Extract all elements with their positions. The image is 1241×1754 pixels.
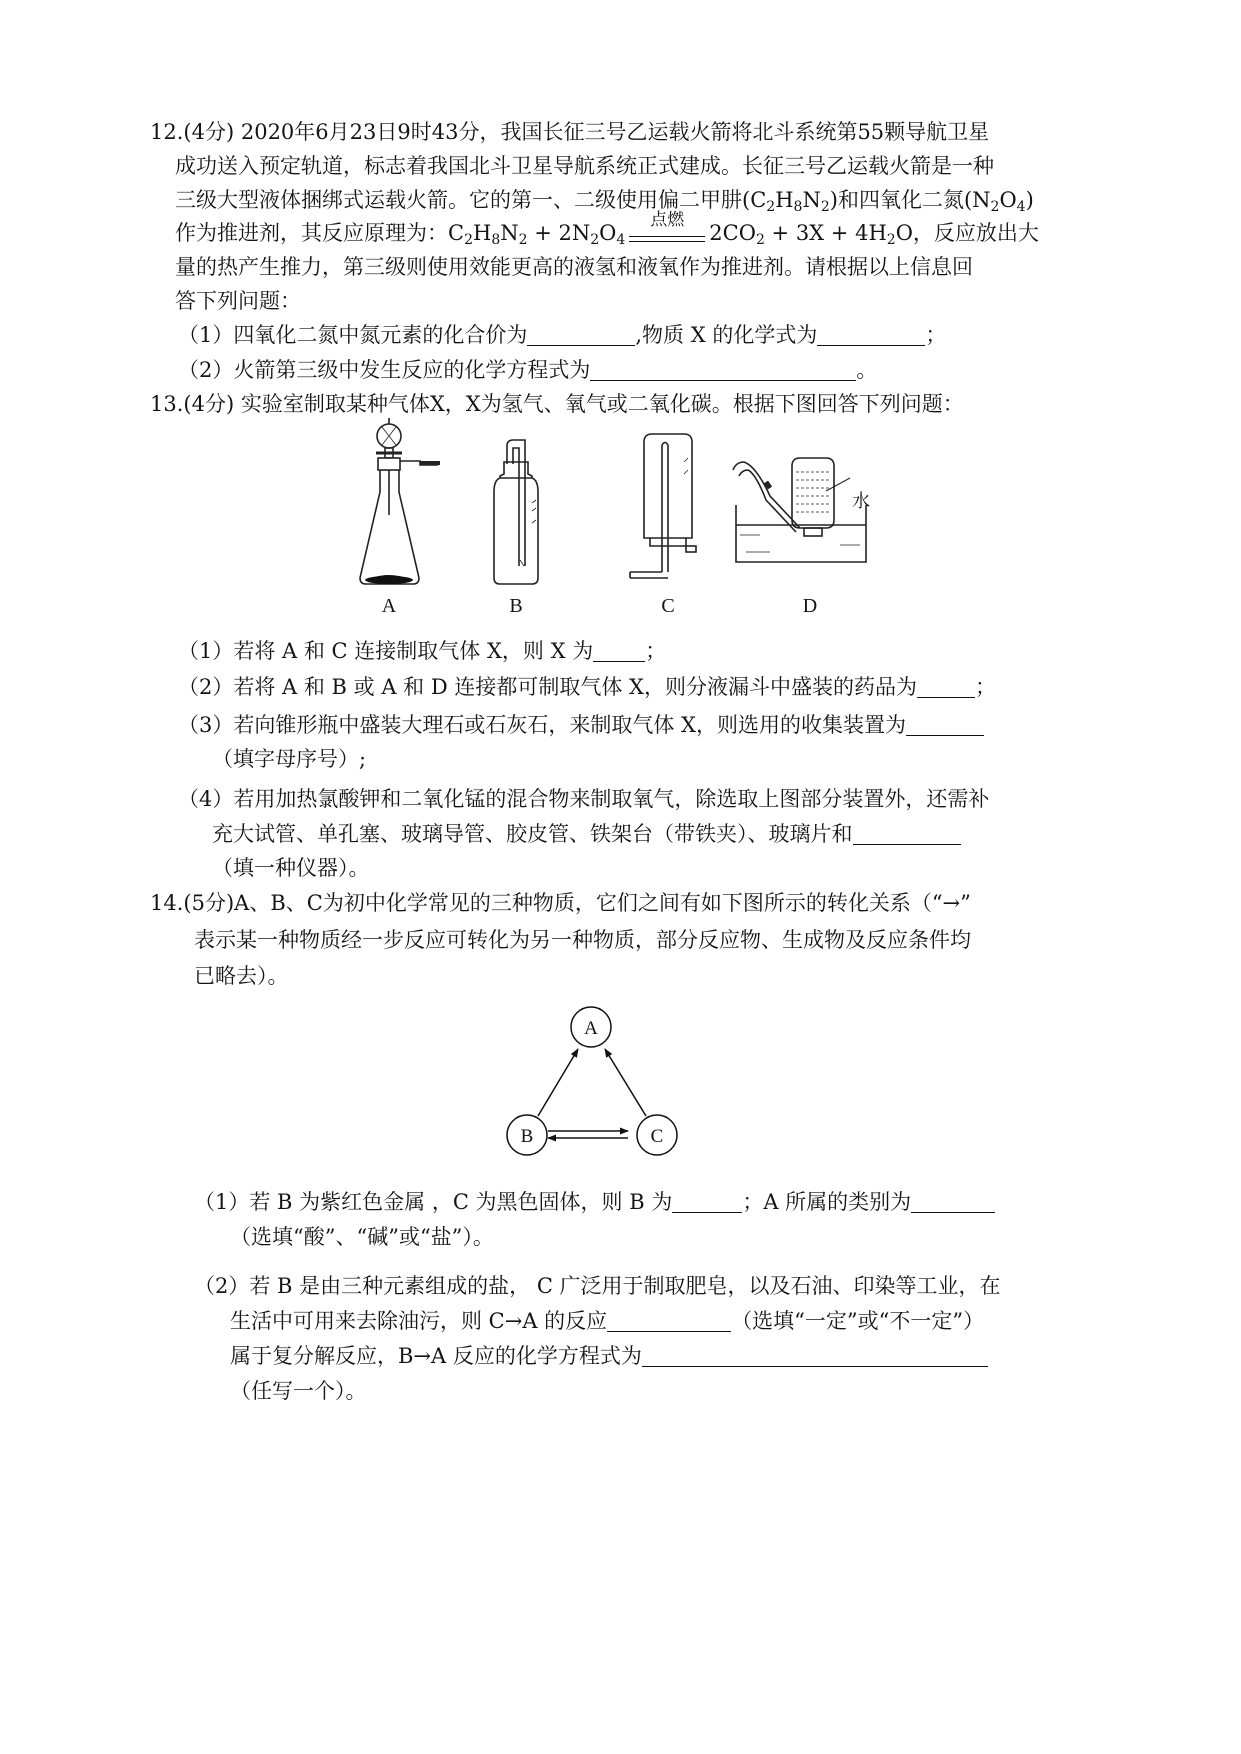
water-label: 水 bbox=[852, 491, 870, 511]
q14-line-1: 14.(5分)A、B、C为初中化学常见的三种物质，它们之间有如下图所示的转化关系（“→” bbox=[150, 891, 971, 915]
q13-sub-4-line-2: 充大试管、单孔塞、玻璃导管、胶皮管、铁架台（带铁夹）、玻璃片和 bbox=[212, 819, 961, 849]
q14-score: (5分) bbox=[183, 891, 235, 915]
q12-line-3: 三级大型液体捆绑式运载火箭。它的第一、二级使用偏二甲肼$(C_2H_8N_2)$和四氧化二氮$(N_2O_4)$ bbox=[175, 188, 1034, 215]
q14-line-2: 表示某一种物质经一步反应可转化为另一种物质，部分反应物、生成物及反应条件均 bbox=[194, 928, 971, 952]
q13-sub-2: （2）若将 A 和 B 或 A 和 D 连接都可制取气体 X，则分液漏斗中盛装的药品为 ； bbox=[178, 675, 996, 699]
node-c-label: C bbox=[650, 1126, 664, 1147]
node-b-label: B bbox=[520, 1126, 534, 1147]
q12-line-4: 作为推进剂，其反应原理为：$C_2H_8N_2 + 2N_2O_4$ 点燃 $2CO_2 + 3X + 4H_2O$，反应放出大 bbox=[175, 209, 1039, 248]
q12-sub-1: （1）四氧化二氮中氮元素的化合价为 ,物质 X 的化学式为 ； bbox=[178, 323, 947, 347]
q13-line-1: 13.(4分) 实验室制取某种气体X，X为氢气、氧气或二氧化碳。根据下图回答下列问题： bbox=[150, 392, 964, 416]
apparatus-label-b: B bbox=[509, 595, 523, 617]
q13-number: 13. bbox=[150, 392, 184, 416]
answer-blank-14-1a[interactable] bbox=[672, 1192, 742, 1213]
answer-blank-14-1b[interactable] bbox=[911, 1192, 995, 1213]
apparatus-label-c: C bbox=[661, 595, 675, 617]
q13-sub-4: （4）若用加热氯酸钾和二氧化锰的混合物来制取氧气，除选取上图部分装置外，还需补 bbox=[178, 787, 990, 811]
q14-sub-1-tail: （选填“酸”、“碱”或“盐”）。 bbox=[230, 1225, 494, 1249]
q13-sub-3-tail: （填字母序号）; bbox=[212, 747, 367, 771]
q12-sub-2: （2）火箭第三级中发生反应的化学方程式为 。 bbox=[178, 358, 878, 382]
udmh-formula: $C_2H_8N_2$ bbox=[750, 188, 830, 215]
answer-blank-14-2b[interactable] bbox=[642, 1346, 988, 1367]
q14-sub-1: （1）若 B 为紫红色金属 ，C 为黑色固体，则 B 为 ；A 所属的类别为 bbox=[194, 1187, 995, 1217]
q14-sub-2-line-4: （任写一个）。 bbox=[230, 1379, 367, 1403]
q12-line-2: 成功送入预定轨道，标志着我国北斗卫星导航系统正式建成。长征三号乙运载火箭是一种 bbox=[175, 154, 994, 178]
q14-line-3: 已略去）。 bbox=[194, 964, 289, 988]
arrow-b-to-a bbox=[538, 1049, 578, 1116]
q12-line-5: 量的热产生推力，第三级则使用效能更高的液氢和液氧作为推进剂。请根据以上信息回 bbox=[175, 255, 973, 279]
n2o4-formula: $N_2O_4$ bbox=[972, 188, 1026, 215]
apparatus-label-a: A bbox=[381, 595, 397, 617]
q14-sub-2-line-2: 生活中可用来去除油污，则 C→A 的反应 （选填“一定”或“不一定”） bbox=[230, 1309, 985, 1333]
q14-number: 14. bbox=[150, 891, 184, 915]
node-a-label: A bbox=[584, 1018, 598, 1039]
q13-sub-3: （3）若向锥形瓶中盛装大理石或石灰石，来制取气体 X，则选用的收集装置为 bbox=[178, 710, 984, 740]
q12-line-1: 12.(4分) 2020年6月23日9时43分，我国长征三号乙运载火箭将北斗系统第55颗导航卫星 bbox=[150, 120, 990, 144]
answer-blank-14-2a[interactable] bbox=[607, 1311, 731, 1332]
arrow-c-to-a bbox=[605, 1049, 646, 1116]
reaction-equation: $C_2H_8N_2 + 2N_2O_4$ 点燃 $2CO_2 + 3X + 4H_2O$ bbox=[448, 209, 913, 248]
q12-number: 12. bbox=[150, 120, 184, 144]
q13-score: (4分) bbox=[183, 392, 235, 416]
ignition-condition-sign: 点燃 bbox=[627, 223, 707, 247]
q12-score: (4分) bbox=[183, 120, 235, 144]
q14-sub-2: （2）若 B 是由三种元素组成的盐， C 广泛用于制取肥皂，以及石油、印染等工业，在 bbox=[194, 1274, 1001, 1298]
apparatus-label-d: D bbox=[802, 595, 818, 617]
q12-line-6: 答下列问题： bbox=[175, 289, 301, 313]
q14-sub-2-line-3: 属于复分解反应，B→A 反应的化学方程式为 bbox=[230, 1341, 988, 1371]
q13-sub-1: （1）若将 A 和 C 连接制取气体 X，则 X 为 ； bbox=[178, 639, 667, 663]
q13-sub-4-line-3: （填一种仪器）。 bbox=[212, 856, 370, 880]
